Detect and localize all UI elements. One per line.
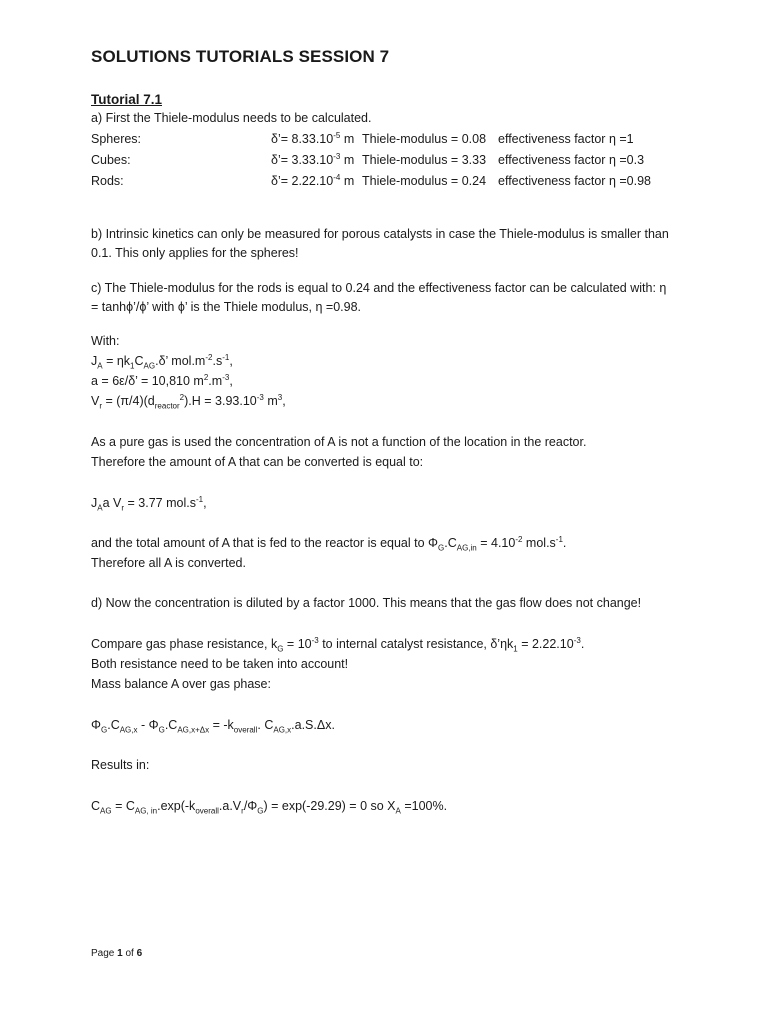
part-b-line-2: 0.1. This only applies for the spheres! — [91, 246, 299, 260]
table-row-cubes — [91, 152, 691, 168]
part-d-line: d) Now the concentration is diluted by a factor 1000. This means that the gas flow does not change! — [91, 596, 642, 610]
shape-label: Cubes: — [91, 153, 131, 167]
mass-balance-label: Mass balance A over gas phase: — [91, 677, 271, 691]
with-label: With: — [91, 334, 120, 348]
page-footer: Page 1 of 6 — [91, 948, 143, 959]
delta-value: δ’= $8.33.10^{-5}$ m — [271, 130, 355, 146]
table-row-rods — [91, 173, 691, 189]
effectiveness-value: effectiveness factor η =1 — [498, 132, 634, 146]
part-c-line-2: = tanhϕ’/ϕ’ with ϕ’ is the Thiele modulus, η =0.98. — [91, 300, 361, 314]
total-fed-line: and the total amount of A that is fed to the reactor is equal to $\Phi_G.C_{AG,in} = 4.10^{-2}$ $mol.s^{-1}$. — [91, 534, 567, 553]
delta-value: δ’= $2.22.10^{-4}$ m — [271, 172, 355, 188]
thiele-value: Thiele-modulus = 0.08 — [362, 132, 487, 146]
effectiveness-value: effectiveness factor η =0.3 — [498, 153, 645, 167]
equation-conversion: $J_Aa$ $V_r = 3.77$ $mol.s^{-1}$, — [91, 494, 207, 513]
part-c-line-1: c) The Thiele-modulus for the rods is equal to 0.24 and the effectiveness factor can be calculated with: η — [91, 281, 667, 295]
equation-area: a = 6ε/δ’ = 10,810 $m^2.m^{-3}$, — [91, 372, 233, 388]
equation-flux: $J_A = \eta k_1C_{AG}.\delta$’ $mol.m^{-2}.s^{-1}$, — [91, 352, 233, 371]
pure-gas-line-1: As a pure gas is used the concentration of A is not a function of the location in the reactor. — [91, 435, 587, 449]
equation-volume: $V_r = (\pi/4)(d_{reactor}^2).H = 3.93.10^{-3}$ $m^3$, — [91, 392, 286, 411]
thiele-value: Thiele-modulus = 3.33 — [362, 153, 487, 167]
shape-label: Rods: — [91, 174, 124, 188]
tutorial-heading: Tutorial 7.1 — [91, 92, 163, 107]
results-in-label: Results in: — [91, 758, 150, 772]
part-b-line-1: b) Intrinsic kinetics can only be measured for porous catalysts in case the Thiele-modulus is smaller than — [91, 227, 669, 241]
table-row-spheres — [91, 131, 691, 147]
equation-result: $C_{AG} = C_{AG, in}.\exp(-k_{overall}.a.V_r/\Phi_G) = \exp(-29.29) = 0$ so $X_A =100\%$. — [91, 799, 448, 816]
shape-label: Spheres: — [91, 132, 142, 146]
effectiveness-value: effectiveness factor η =0.98 — [498, 174, 651, 188]
page-title: SOLUTIONS TUTORIALS SESSION 7 — [91, 47, 390, 66]
equation-mass-balance: $\Phi_G.C_{AG,x} - \Phi_G.C_{AG,x+\Delta x} = -k_{overall}$. $C_{AG,x}.a.S.\Delta x$. — [91, 718, 335, 735]
pure-gas-line-2: Therefore the amount of A that can be converted is equal to: — [91, 455, 424, 469]
thiele-value: Thiele-modulus = 0.24 — [362, 174, 487, 188]
delta-value: δ’= $3.33.10^{-3}$ m — [271, 151, 355, 167]
all-converted-line: Therefore all A is converted. — [91, 556, 246, 570]
part-a-intro: a) First the Thiele-modulus needs to be calculated. — [91, 111, 372, 125]
compare-resistance-line: Compare gas phase resistance, $k_G = 10^{-3}$ to internal catalyst resistance, $\delta’\eta k_1 = 2.22.10^{-3}$. — [91, 635, 585, 654]
both-resistance-line: Both resistance need to be taken into account! — [91, 657, 349, 671]
